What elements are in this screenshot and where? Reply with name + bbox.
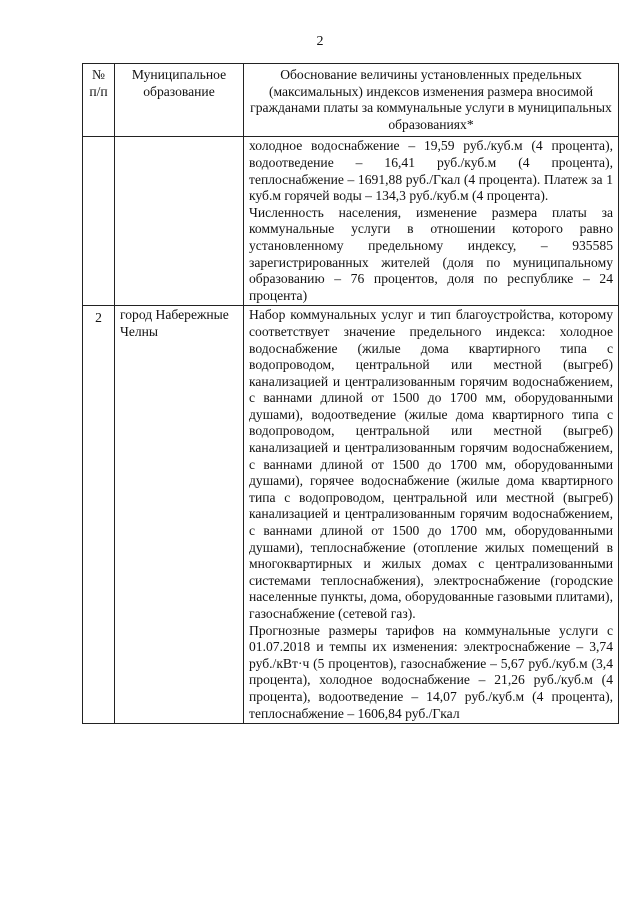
row-justification [244,137,619,306]
table-row [83,137,619,306]
header-num: № п/п [83,64,115,137]
justification-paragraph: Численность населения, изменение размера платы за коммунальные услуги в отношении которого равно установленному предельному индексу, – 935585 зарегистрированных жителей (доля по муниципальному образованию – 76 процентов, доля по республике – 24 процента) [249,204,613,303]
row-num: 2 [83,306,115,724]
row-justification [244,306,619,724]
table-row [83,306,619,724]
table-header-row [83,64,619,137]
tariff-table [82,63,619,724]
header-municipality: Муниципальное образование [115,64,244,137]
row-num [83,137,115,306]
row-municipality: город Набережные Челны [115,306,244,724]
justification-paragraph: Набор коммунальных услуг и тип благоустройства, которому соответствует значение предельного индекса: холодное водоснабжение (жилые дома квартирного типа с водопроводом, центральной или местной (выгреб) канализацией и централизованным горячим водоснабжением, с ваннами длиной от 1500 до 1700 мм, оборудованными душами), водоотведение (жилые дома квартирного типа с водопроводом, центральной или местной (выгреб) канализацией и централизованным горячим водоснабжением, с ваннами длиной от 1500 до 1700 мм, оборудованными душами), горячее водоснабжение (жилые дома квартирного типа с водопроводом, центральной или местной (выгреб) канализацией и централизованным горячим водоснабжением, с ваннами длиной от 1500 до 1700 мм, оборудованными душами), теплоснабжение (отопление жилых помещений в многоквартирных и жилых домах с централизованными системами теплоснабжения), электроснабжение (городские населенные пункты, дома, оборудованные газовыми плитами), газоснабжение (сетевой газ). [249,307,613,621]
row-municipality [115,137,244,306]
page-number: 2 [316,34,324,49]
justification-paragraph: Прогнозные размеры тарифов на коммунальные услуги с 01.07.2018 и темпы их изменения: электроснабжение – 3,74 руб./кВт·ч (5 процентов), газоснабжение – 5,67 руб./куб.м (3,4 процента), холодное водоснабжение – 21,26 руб./куб.м (4 процента), водоотведение – 14,07 руб./куб.м (4 процента), теплоснабжение – 1606,84 руб./Гкал [249,622,613,721]
header-justification: Обоснование величины установленных предельных (максимальных) индексов изменения размера вносимой гражданами платы за коммунальные услуги в муниципальных образованиях* [244,64,619,137]
justification-paragraph: холодное водоснабжение – 19,59 руб./куб.м (4 процента), водоотведение – 16,41 руб./куб.м (4 процента), теплоснабжение – 1691,88 руб./Гкал (4 процента). Платеж за 1 куб.м горячей воды – 134,3 руб./куб.м (4 процента). [249,138,613,204]
